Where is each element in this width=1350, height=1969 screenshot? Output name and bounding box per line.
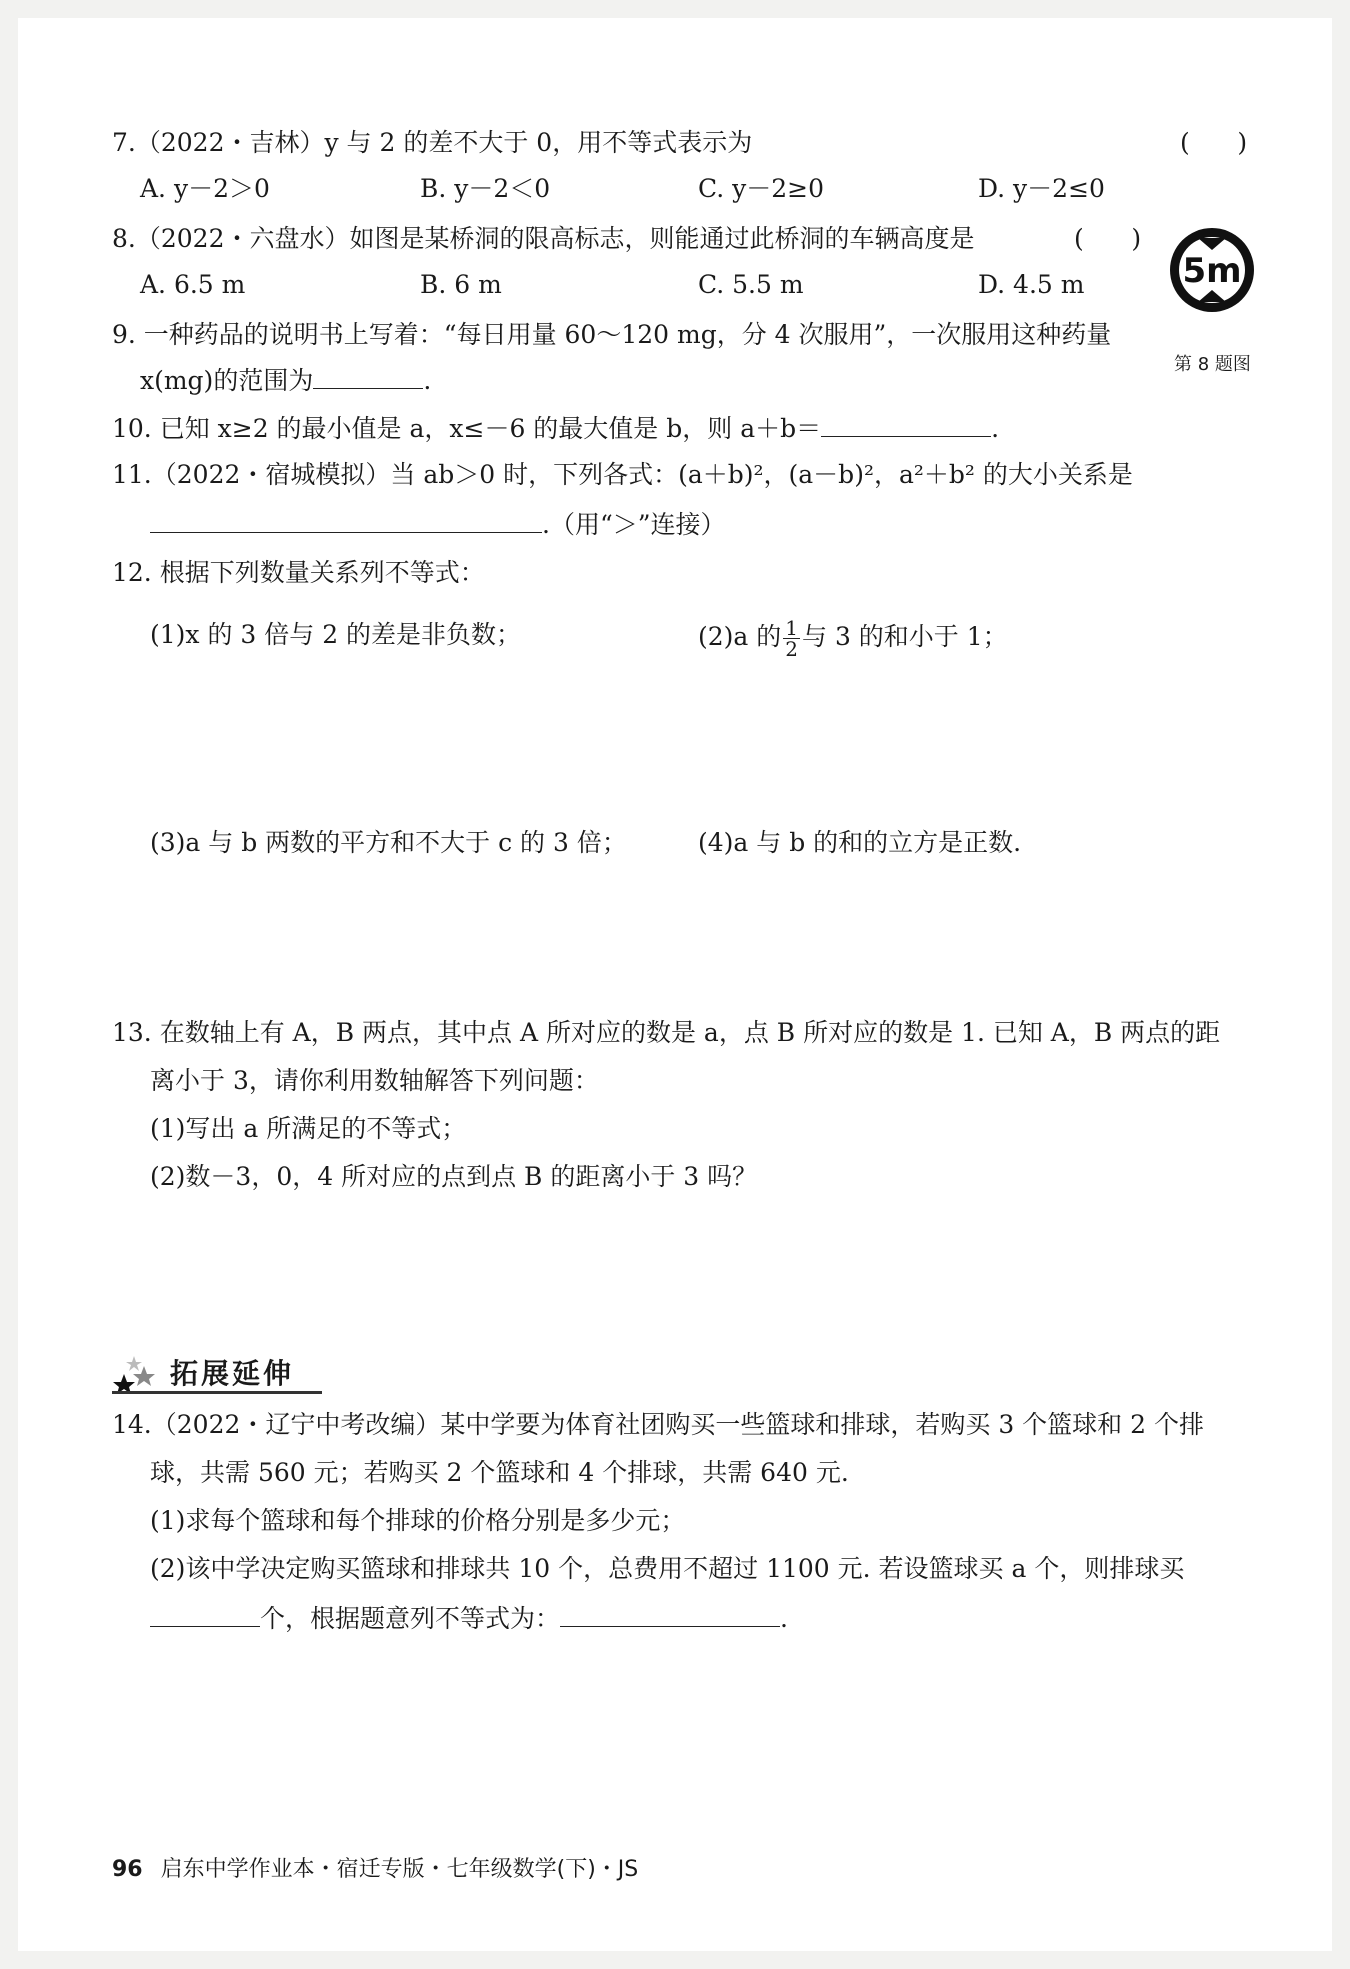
option-8c: C. 5.5 m [698, 270, 804, 299]
answer-blank-14a[interactable] [150, 1600, 260, 1627]
question-13-part1: (1)写出 a 所满足的不等式； [150, 1114, 467, 1143]
part2-pre: (2)a 的 [698, 622, 782, 651]
question-9-line2 [140, 362, 431, 398]
question-14-end: . [780, 1604, 788, 1633]
question-11-line1: 11.（2022・宿城模拟）当 ab＞0 时，下列各式：(a＋b)²，(a－b)²，a²＋b² 的大小关系是 [112, 460, 1133, 489]
page [18, 18, 1332, 1951]
question-13-line1: 13. 在数轴上有 A，B 两点，其中点 A 所对应的数是 a，点 B 所对应的数是 1. 已知 A，B 两点的距 [112, 1018, 1221, 1047]
question-7: 7.（2022・吉林）y 与 2 的差不大于 0，用不等式表示为 [112, 128, 753, 157]
page-number: 96 [112, 1857, 143, 1882]
part2-post: 与 3 的和小于 1； [802, 622, 1008, 651]
question-14-part1: (1)求每个篮球和每个排球的价格分别是多少元； [150, 1506, 686, 1535]
option-7d: D. y－2≤0 [978, 174, 1105, 203]
answer-blank-14b[interactable] [560, 1600, 780, 1627]
question-14-mid: 个，根据题意列不等式为： [260, 1604, 561, 1633]
footer [112, 1852, 638, 1883]
answer-paren-8: ( ) [1074, 224, 1142, 253]
question-13-line2: 离小于 3，请你利用数轴解答下列问题： [150, 1066, 599, 1095]
question-12-part4: (4)a 与 b 的和的立方是正数. [698, 828, 1022, 857]
question-11-end: .（用“＞”连接） [542, 510, 726, 539]
answer-blank-11[interactable] [150, 506, 542, 533]
fraction-one-half [783, 618, 800, 659]
option-7c: C. y－2≥0 [698, 174, 825, 203]
question-14-part2: (2)该中学决定购买篮球和排球共 10 个，总费用不超过 1100 元. 若设篮球买 a 个，则排球买 [150, 1554, 1185, 1583]
question-14-part2-line2 [150, 1600, 788, 1636]
question-9-end: . [423, 366, 432, 395]
fraction-denominator: 2 [785, 637, 798, 661]
question-14-line2: 球，共需 560 元；若购买 2 个篮球和 4 个排球，共需 640 元. [150, 1458, 849, 1487]
answer-blank-10[interactable] [821, 410, 991, 437]
answer-paren-7: ( ) [1180, 128, 1248, 157]
star-icon [112, 1352, 170, 1394]
figure-caption-8: 第 8 题图 [1174, 354, 1251, 375]
question-8: 8.（2022・六盘水）如图是某桥洞的限高标志，则能通过此桥洞的车辆高度是 [112, 224, 975, 253]
fraction-numerator: 1 [785, 616, 798, 640]
question-9-line1: 9. 一种药品的说明书上写着：“每日用量 60～120 mg，分 4 次服用”，一次服用这种药量 [112, 320, 1112, 349]
question-10-end: . [991, 414, 1000, 443]
question-12-part1: (1)x 的 3 倍与 2 的差是非负数； [150, 620, 522, 649]
question-12-part3: (3)a 与 b 两数的平方和不大于 c 的 3 倍； [150, 828, 627, 857]
question-11-line2 [150, 506, 726, 542]
question-12-part2 [698, 618, 1008, 659]
question-13-part2: (2)数－3，0，4 所对应的点到点 B 的距离小于 3 吗？ [150, 1162, 758, 1191]
question-9-text: x(mg)的范围为 [140, 366, 314, 395]
section-title: 拓展延伸 [170, 1357, 295, 1390]
answer-blank-9[interactable] [313, 362, 423, 389]
height-limit-sign [1168, 226, 1256, 314]
section-rule [112, 1391, 322, 1394]
question-12: 12. 根据下列数量关系列不等式： [112, 558, 485, 587]
option-8b: B. 6 m [420, 270, 502, 299]
book-title: 启东中学作业本・宿迁专版・七年级数学(下)・JS [160, 1857, 639, 1882]
option-7a: A. y－2＞0 [140, 174, 270, 203]
sign-label: 5m [1182, 251, 1242, 291]
question-10 [112, 410, 999, 446]
option-8d: D. 4.5 m [978, 270, 1085, 299]
option-7b: B. y－2＜0 [420, 174, 551, 203]
option-8a: A. 6.5 m [140, 270, 246, 299]
section-heading [112, 1352, 322, 1394]
question-10-text: 10. 已知 x≥2 的最小值是 a，x≤－6 的最大值是 b，则 a＋b＝ [112, 414, 822, 443]
question-14-line1: 14.（2022・辽宁中考改编）某中学要为体育社团购买一些篮球和排球，若购买 3 个篮球和 2 个排 [112, 1410, 1204, 1439]
